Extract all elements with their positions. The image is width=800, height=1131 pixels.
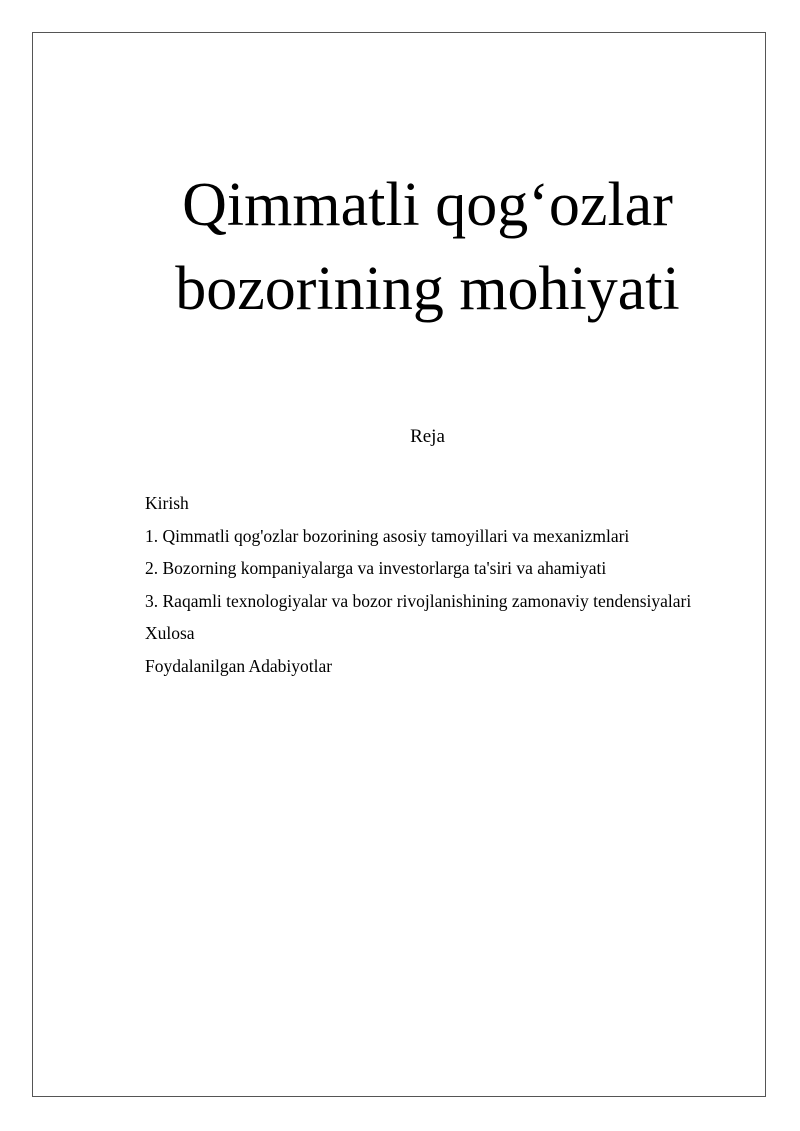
document-title (0, 163, 800, 331)
plan-heading: Reja (410, 426, 445, 447)
plan-item-conclusion: Xulosa (145, 623, 195, 644)
plan-item-introduction: Kirish (145, 493, 189, 513)
title-line-2: bozorining mohiyati (175, 255, 680, 323)
plan-item-2: 2. Bozorning kompaniyalarga va investorlarga ta'siri va ahamiyati (145, 558, 607, 579)
plan-item-1: 1. Qimmatli qog'ozlar bozorining asosiy tamoyillari va mexanizmlari (145, 525, 630, 546)
plan-item-3: 3. Raqamli texnologiyalar va bozor rivojlanishining zamonaviy tendensiyalari (145, 590, 692, 611)
plan-list (145, 487, 691, 683)
title-line-1: Qimmatli qog‘ozlar (182, 171, 673, 239)
plan-item-references: Foydalanilgan Adabiyotlar (145, 655, 333, 676)
